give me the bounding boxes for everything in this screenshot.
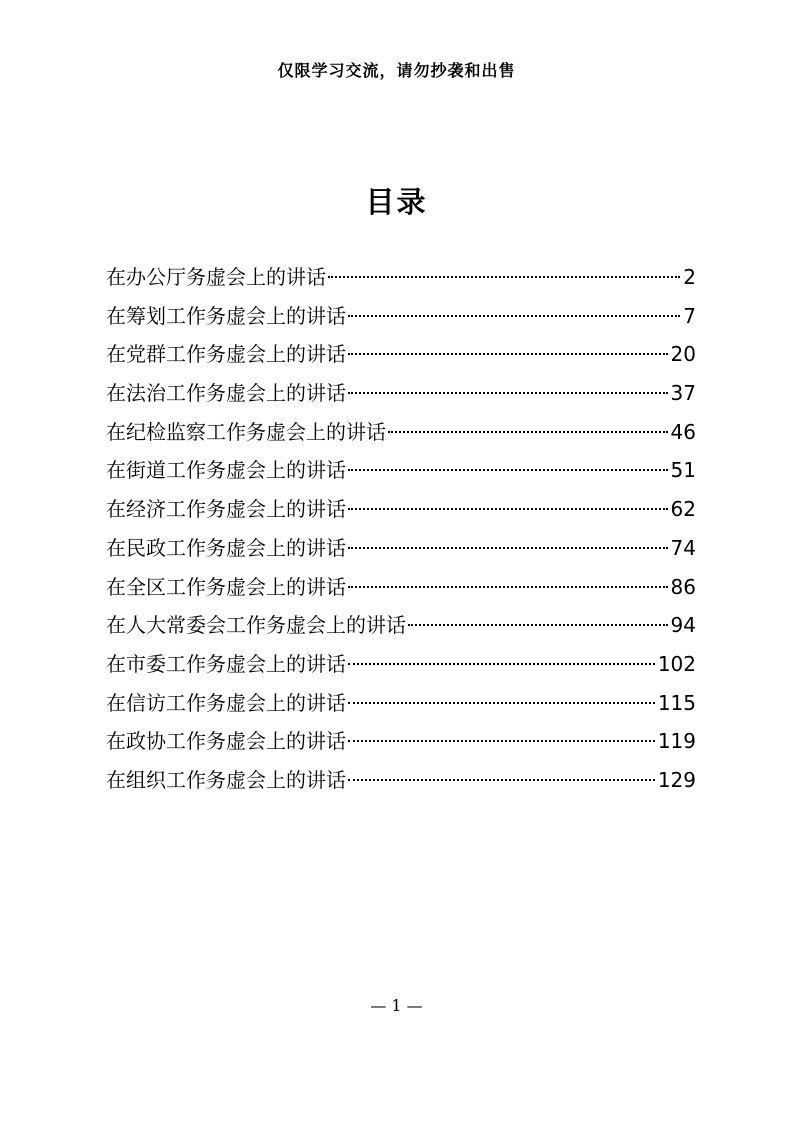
toc-entry[interactable] — [106, 490, 696, 529]
toc-dot-leader — [348, 779, 655, 781]
toc-dot-leader — [348, 392, 668, 394]
toc-dot-leader — [348, 586, 668, 588]
toc-dot-leader — [348, 469, 668, 471]
toc-entry-page: 46 — [670, 419, 696, 444]
toc-entry[interactable] — [106, 722, 696, 761]
toc-entry[interactable] — [106, 684, 696, 723]
toc-entry-page: 119 — [657, 729, 696, 754]
toc-dot-leader — [408, 624, 668, 626]
toc-title: 目录 — [365, 185, 428, 219]
toc-entry-page: 62 — [670, 497, 696, 522]
toc-entry-title: 在信访工作务虚会上的讲话 — [106, 690, 346, 715]
toc-dot-leader — [348, 702, 655, 704]
toc-entry-title: 在民政工作务虚会上的讲话 — [106, 535, 346, 560]
toc-entry-title: 在法治工作务虚会上的讲话 — [106, 381, 346, 406]
toc-entry[interactable] — [106, 568, 696, 607]
toc-entry-title: 在纪检监察工作务虚会上的讲话 — [106, 419, 386, 444]
toc-entry-page: 94 — [670, 613, 696, 638]
toc-dot-leader — [348, 547, 668, 549]
toc-entry[interactable] — [106, 606, 696, 645]
toc-entry-page: 129 — [657, 767, 696, 792]
toc-entry[interactable] — [106, 335, 696, 374]
toc-entry-title: 在市委工作务虚会上的讲话 — [106, 651, 346, 676]
toc-entry[interactable] — [106, 529, 696, 568]
toc-entry-page: 74 — [670, 535, 696, 560]
toc-entry-page: 7 — [683, 303, 696, 328]
toc-entry[interactable] — [106, 258, 696, 297]
toc-dot-leader — [388, 431, 668, 433]
toc-entry-title: 在全区工作务虚会上的讲话 — [106, 574, 346, 599]
toc-entry[interactable] — [106, 413, 696, 452]
toc-entry-page: 20 — [670, 342, 696, 367]
toc-entry[interactable] — [106, 374, 696, 413]
toc-entry[interactable] — [106, 297, 696, 336]
toc-entry[interactable] — [106, 451, 696, 490]
toc-entry-title: 在政协工作务虚会上的讲话 — [106, 729, 346, 754]
toc-list — [106, 258, 696, 800]
toc-entry-title: 在办公厅务虚会上的讲话 — [106, 265, 326, 289]
toc-entry-title: 在党群工作务虚会上的讲话 — [106, 342, 346, 367]
toc-entry-page: 115 — [657, 690, 696, 715]
toc-entry-title: 在组织工作务虚会上的讲话 — [106, 767, 346, 792]
toc-entry-page: 86 — [670, 574, 696, 599]
toc-entry[interactable] — [106, 761, 696, 800]
toc-dot-leader — [348, 740, 655, 742]
toc-entry-title: 在筹划工作务虚会上的讲话 — [106, 303, 346, 328]
toc-dot-leader — [348, 353, 668, 355]
header-note: 仅限学习交流，请勿抄袭和出售 — [277, 61, 516, 80]
toc-dot-leader — [348, 663, 655, 665]
toc-entry-page: 2 — [683, 265, 696, 289]
toc-dot-leader — [328, 276, 680, 278]
toc-entry[interactable] — [106, 645, 696, 684]
toc-dot-leader — [348, 508, 668, 510]
toc-entry-title: 在街道工作务虚会上的讲话 — [106, 458, 346, 483]
toc-entry-page: 51 — [670, 458, 696, 483]
toc-entry-page: 102 — [657, 651, 696, 676]
toc-dot-leader — [348, 315, 680, 317]
page-number: — 1 — — [370, 996, 423, 1015]
toc-entry-page: 37 — [670, 381, 696, 406]
toc-entry-title: 在经济工作务虚会上的讲话 — [106, 497, 346, 522]
toc-entry-title: 在人大常委会工作务虚会上的讲话 — [106, 613, 406, 638]
